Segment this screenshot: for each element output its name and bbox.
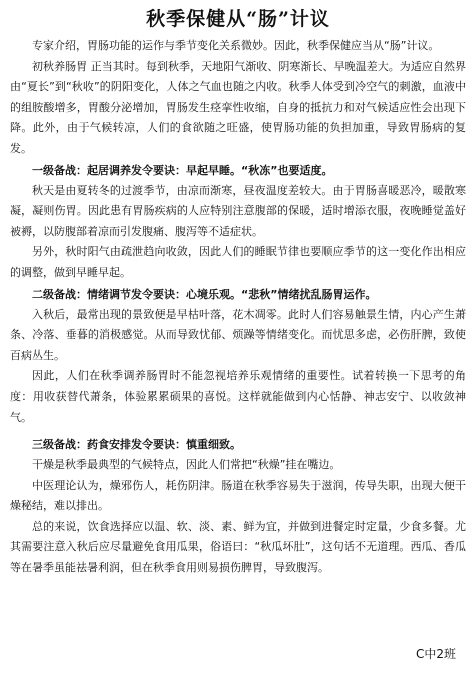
section3-heading: 三级备战：药食安排发令要诀：慎重细致。 [32,438,241,452]
section3-paragraph-1: 干燥是秋季最典型的气候特点，因此人们常把“秋燥”挂在嘴边。 [32,458,341,472]
section2-paragraph-2: 因此，人们在秋季调养肠胃时不能忽视培养乐观情绪的重要性。试着转换一下思考的角度：用收获替代萧条，体验累累硕果的喜悦。这样就能做到内心恬静、神志安宁、以收敛神气。 [10,369,466,424]
class-signature: C中2班 [415,647,456,661]
section3-paragraph-3: 总的来说，饮食选择应以温、软、淡、素、鲜为宜，并做到进餐定时定量，少食多餐。尤其需要注意入秋后应尽量避免食用瓜果，俗语曰：“秋瓜坏肚”，这句话不无道理。西瓜、香瓜等在暑季虽能祛暑利润，但在秋季食用则易损伤脾胃，导致腹泻。 [10,519,466,575]
intro-paragraph-1: 专家介绍，胃肠功能的运作与季节变化关系微妙。因此，秋季保健应当从“肠”计议。 [32,39,440,52]
page-title: 秋季保健从“肠”计议 [146,8,330,30]
section2-paragraph-1: 入秋后，最常出现的景致便是早枯叶落，花木凋零。此时人们容易触景生情，内心产生萧条、冷落、垂暮的消极感觉。从而导致忧郁、烦躁等情绪变化。而忧思多虑，必伤肝脾，致使百病丛生。 [10,307,466,362]
section1-paragraph-1: 秋天是由夏转冬的过渡季节，由凉而渐寒，昼夜温度差较大。由于胃肠喜暖恶冷，暖散寒凝，凝则伤胃。因此患有胃肠疾病的人应特别注意腹部的保暖，适时增添衣服，夜晚睡觉盖好被褥，以防腹部着凉而引发腹痛、腹泻等不适症状。 [10,183,466,238]
section1-paragraph-2: 另外，秋时阳气由疏泄趋向收敛，因此人们的睡眠节律也要顺应季节的这一变化作出相应的调整，做到早睡早起。 [10,245,466,279]
section1-heading: 一级备战：起居调养发令要诀：早起早睡。“秋冻”也要适度。 [32,163,333,177]
section2-heading: 二级备战：情绪调节发令要诀：心境乐观。“悲秋”情绪扰乱肠胃运作。 [32,287,377,301]
intro-paragraph-2: 初秋养肠胃 正当其时。每到秋季，天地阳气渐收、阴寒渐长、早晚温差大。为适应自然界由“夏长”到“秋收”的阴阳变化，人体之气血也随之内收。秋季人体受到冷空气的刺激，血液中的组胺酸增多，胃酸分泌增加，胃肠发生痉挛性收缩，自身的抵抗力和对气候适应性会出现下降。此外，由于气候转凉，人们的食欲随之旺盛，使胃肠功能的负担加重，导致胃肠病的复发。 [10,59,466,155]
section3-paragraph-2: 中医理论认为，燥邪伤人，耗伤阴津。肠道在秋季容易失于滋润，传导失职，出现大便干燥秘结，难以排出。 [10,478,466,513]
